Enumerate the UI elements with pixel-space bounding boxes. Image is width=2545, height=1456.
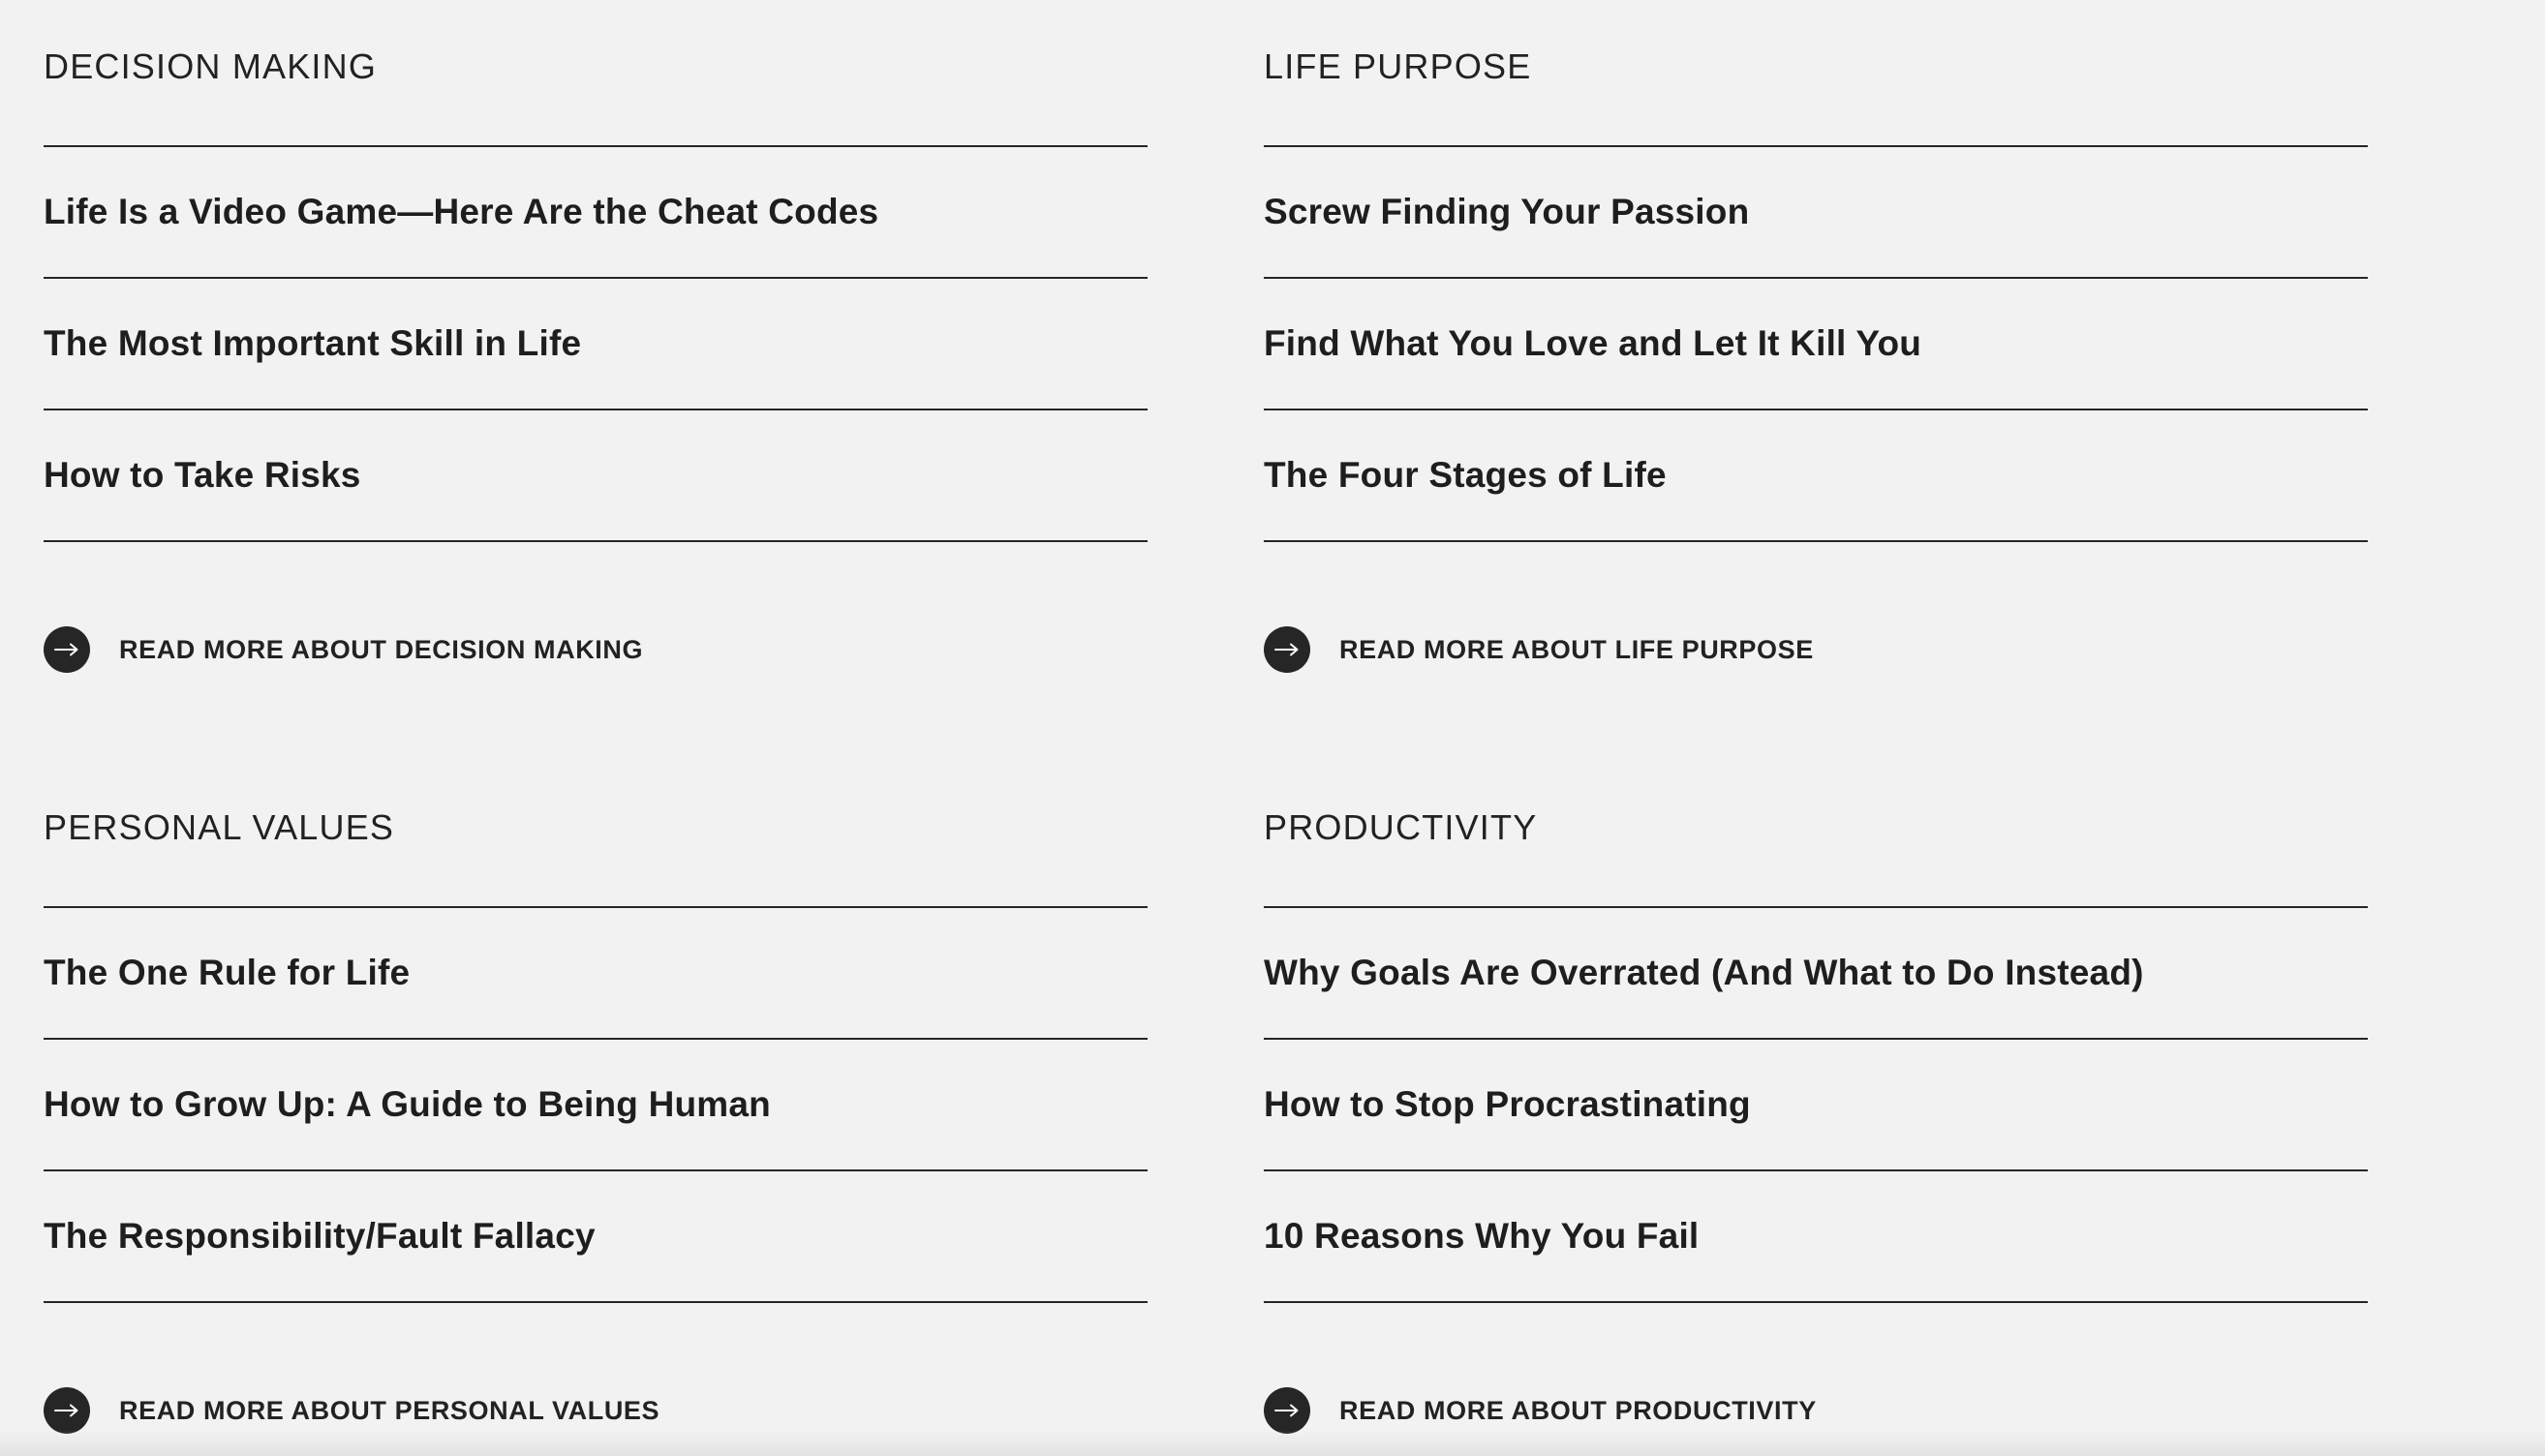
- list-item: [44, 908, 1148, 1040]
- section-title: DECISION MAKING: [44, 46, 378, 86]
- article-link[interactable]: Why Goals Are Overrated (And What to Do Instead): [1264, 953, 2144, 992]
- bottom-scroll-shadow: [0, 1431, 2545, 1456]
- article-link[interactable]: Life Is a Video Game—Here Are the Cheat Codes: [44, 192, 879, 231]
- list-item: [1264, 1171, 2368, 1303]
- article-list: [44, 145, 1148, 542]
- read-more-link[interactable]: [44, 625, 643, 674]
- section-title: PRODUCTIVITY: [1264, 807, 1538, 847]
- list-item: [1264, 410, 2368, 542]
- arrow-right-circle-icon: [44, 626, 90, 673]
- article-link[interactable]: The Responsibility/Fault Fallacy: [44, 1216, 596, 1256]
- read-more-label: READ MORE ABOUT DECISION MAKING: [119, 634, 644, 664]
- read-more-label: READ MORE ABOUT LIFE PURPOSE: [1339, 634, 1814, 664]
- list-item: [1264, 1040, 2368, 1171]
- section-title: LIFE PURPOSE: [1264, 46, 1532, 86]
- article-link[interactable]: 10 Reasons Why You Fail: [1264, 1216, 1700, 1256]
- article-link[interactable]: How to Take Risks: [44, 455, 361, 495]
- list-item: [44, 1171, 1148, 1303]
- list-item: [44, 410, 1148, 542]
- read-more-label: READ MORE ABOUT PRODUCTIVITY: [1339, 1395, 1817, 1425]
- article-list: [1264, 906, 2368, 1303]
- article-link[interactable]: How to Grow Up: A Guide to Being Human: [44, 1084, 771, 1124]
- read-more-label: READ MORE ABOUT PERSONAL VALUES: [119, 1395, 660, 1425]
- read-more-link[interactable]: [44, 1386, 659, 1435]
- read-more-link[interactable]: [1264, 625, 1814, 674]
- article-link[interactable]: The Four Stages of Life: [1264, 455, 1667, 495]
- article-link[interactable]: How to Stop Procrastinating: [1264, 1084, 1751, 1124]
- list-item: [1264, 279, 2368, 410]
- list-item: [1264, 908, 2368, 1040]
- article-list: [44, 906, 1148, 1303]
- article-link[interactable]: The Most Important Skill in Life: [44, 323, 582, 363]
- article-list: [1264, 145, 2368, 542]
- arrow-right-circle-icon: [44, 1387, 90, 1434]
- article-link[interactable]: Screw Finding Your Passion: [1264, 192, 1750, 231]
- arrow-right-circle-icon: [1264, 626, 1310, 673]
- section-title: PERSONAL VALUES: [44, 807, 395, 847]
- list-item: [44, 147, 1148, 279]
- article-link[interactable]: The One Rule for Life: [44, 953, 411, 992]
- list-item: [44, 279, 1148, 410]
- list-item: [44, 1040, 1148, 1171]
- arrow-right-circle-icon: [1264, 1387, 1310, 1434]
- read-more-link[interactable]: [1264, 1386, 1817, 1435]
- list-item: [1264, 147, 2368, 279]
- article-link[interactable]: Find What You Love and Let It Kill You: [1264, 323, 1922, 363]
